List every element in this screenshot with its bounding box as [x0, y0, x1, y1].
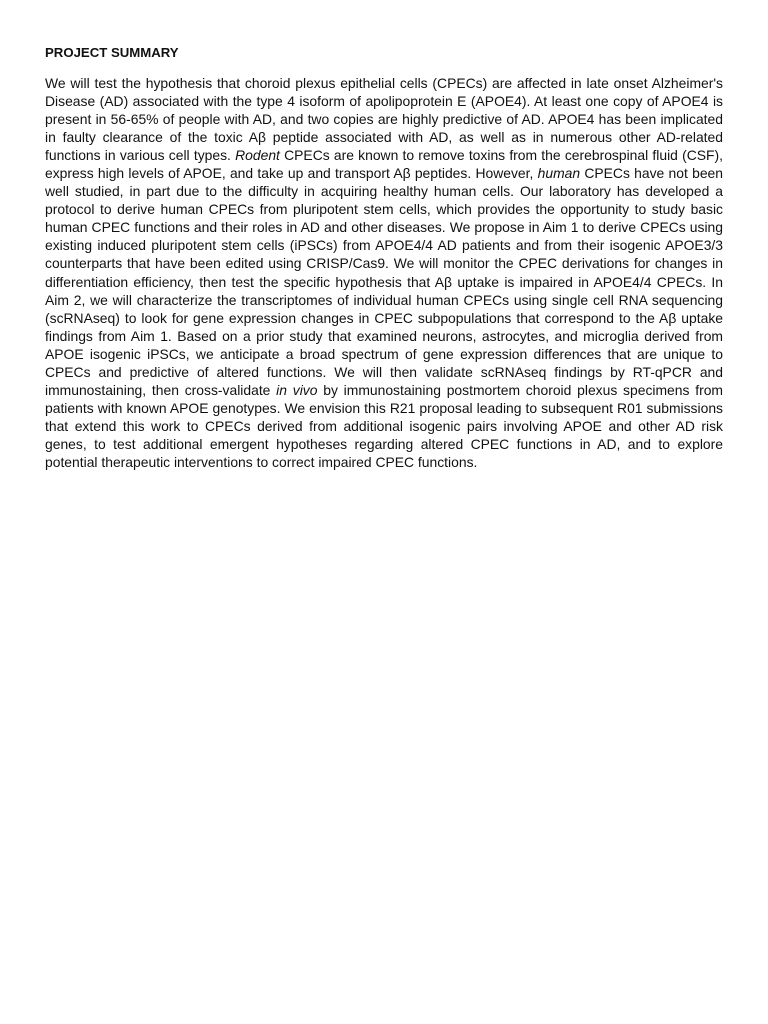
- document-page: [45, 44, 723, 471]
- text-run: by immunostaining postmortem choroid plexus specimens from patients with known APOE genotypes. We envision this R21 proposal leading to subsequent R01 submissions that extend this work to CPECs derived from additional isogenic pairs involving APOE and other AD risk genes, to test additional emergent hypotheses regarding altered CPEC functions in AD, and to explore potential therapeutic interventions to correct impaired CPEC functions.: [45, 381, 723, 470]
- text-run: We will test the hypothesis that choroid plexus epithelial cells (CPECs) are affected in late onset Alzheimer's Disease (AD) associated with the type 4 isoform of apolipoprotein E (APOE4). At least one copy of APOE4 is present in 56-65% of people with AD, and two copies are highly predictive of AD. APOE4 has been implicated in faulty clearance of the toxic Aβ peptide associated with AD, as well as in numerous other AD-related functions in various cell types.: [45, 75, 723, 164]
- summary-paragraph: [45, 74, 723, 471]
- italic-text-run: in vivo: [276, 381, 318, 398]
- text-run: CPECs have not been well studied, in part due to the difficulty in acquiring healthy human cells. Our laboratory has developed a protocol to derive human CPECs from pluripotent stem cells, which provides the opportunity to study basic human CPEC functions and their roles in AD and other diseases. We propose in Aim 1 to derive CPECs using existing induced pluripotent stem cells (iPSCs) from APOE4/4 AD patients and from their isogenic APOE3/3 counterparts that have been edited using CRISP/Cas9. We will monitor the CPEC derivations for changes in differentiation efficiency, then test the specific hypothesis that Aβ uptake is impaired in APOE4/4 CPECs. In Aim 2, we will characterize the transcriptomes of individual human CPECs using single cell RNA sequencing (scRNAseq) to look for gene expression changes in CPEC subpopulations that correspond to the Aβ uptake findings from Aim 1. Based on a prior study that examined neurons, astrocytes, and microglia derived from APOE isogenic iPSCs, we anticipate a broad spectrum of gene expression differences that are unique to CPECs and predictive of altered functions. We will then validate scRNAseq findings by RT-qPCR and immunostaining, then cross-validate: [45, 165, 723, 398]
- italic-text-run: Rodent: [235, 147, 280, 164]
- text-run: CPECs are known to remove toxins from the cerebrospinal fluid (CSF), express high levels of APOE, and take up and transport Aβ peptides. However,: [45, 147, 723, 182]
- italic-text-run: human: [537, 165, 581, 182]
- section-heading: PROJECT SUMMARY: [45, 45, 179, 60]
